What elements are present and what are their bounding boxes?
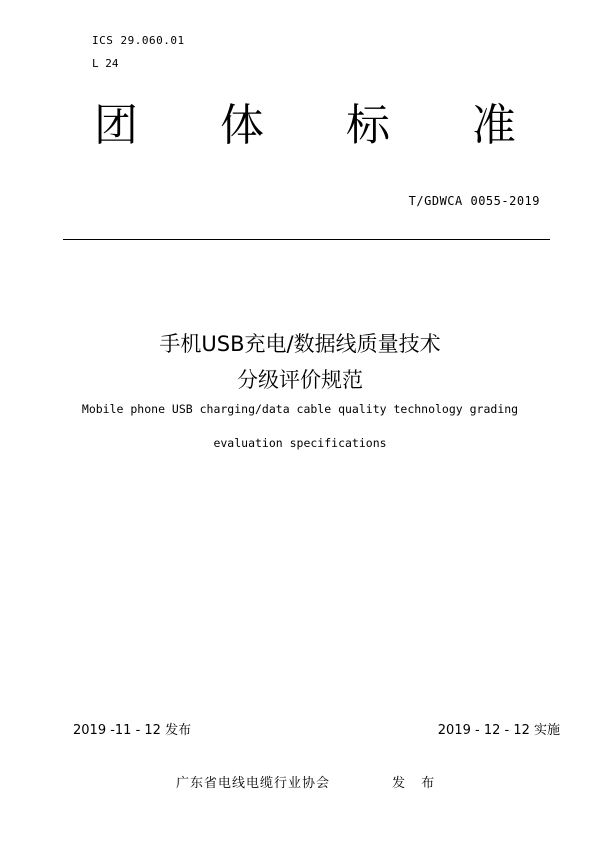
title-en-line1: Mobile phone USB charging/data cable quality technology grading — [81, 402, 519, 416]
ccs-code: L 24 — [92, 57, 119, 70]
standard-type-char: 准 — [472, 100, 516, 151]
issuing-organization: 广东省电线电缆行业协会 — [176, 776, 331, 791]
title-zh-line1: 手机USB充电/数据线质量技术 — [159, 332, 441, 356]
title-en-line2: evaluation specifications — [213, 436, 387, 450]
divider-line — [63, 239, 550, 240]
issue-label: 发 布 — [392, 776, 441, 791]
standard-type-char: 标 — [346, 100, 390, 151]
implement-date: 2019 - 12 - 12 实施 — [437, 723, 560, 738]
publish-date: 2019 -11 - 12 发布 — [73, 723, 192, 738]
standard-number: T/GDWCA 0055-2019 — [408, 194, 540, 208]
ics-code: ICS 29.060.01 — [92, 34, 185, 47]
standard-type-char: 体 — [220, 100, 264, 151]
standard-type-char: 团 — [94, 100, 138, 151]
title-zh-line2: 分级评价规范 — [237, 368, 363, 392]
standard-type-title — [62, 96, 550, 156]
